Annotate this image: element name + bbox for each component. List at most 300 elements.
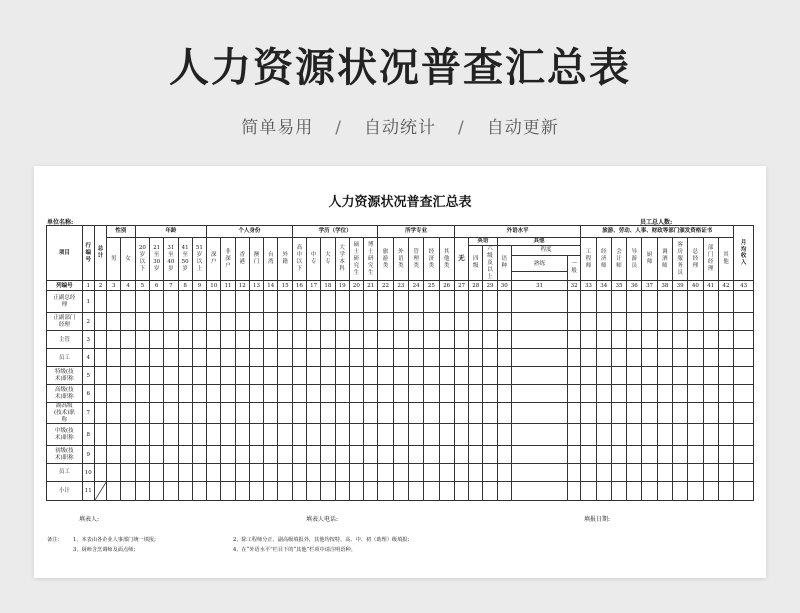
data-cell[interactable] — [596, 367, 611, 385]
data-cell[interactable] — [278, 367, 292, 385]
data-cell[interactable] — [439, 403, 454, 424]
data-cell[interactable] — [424, 349, 439, 367]
data-cell[interactable] — [221, 367, 235, 385]
data-cell[interactable] — [349, 482, 363, 501]
data-cell[interactable] — [321, 424, 335, 446]
data-cell[interactable] — [642, 464, 657, 482]
data-cell[interactable] — [349, 367, 363, 385]
data-cell[interactable] — [378, 367, 393, 385]
data-cell[interactable] — [149, 482, 163, 501]
data-cell[interactable] — [424, 446, 439, 464]
data-cell[interactable] — [264, 349, 278, 367]
data-cell[interactable] — [511, 367, 567, 385]
data-cell[interactable] — [264, 291, 278, 313]
data-cell[interactable] — [469, 424, 483, 446]
data-cell[interactable] — [335, 424, 349, 446]
data-cell[interactable] — [439, 446, 454, 464]
data-cell[interactable] — [568, 291, 581, 313]
data-cell[interactable] — [164, 482, 178, 501]
data-cell[interactable] — [627, 464, 642, 482]
data-cell[interactable] — [135, 331, 149, 349]
data-cell[interactable] — [264, 385, 278, 403]
data-cell[interactable] — [264, 331, 278, 349]
data-cell[interactable] — [292, 403, 306, 424]
data-cell[interactable] — [335, 349, 349, 367]
data-cell[interactable] — [497, 464, 511, 482]
data-cell[interactable] — [178, 313, 192, 331]
data-cell[interactable] — [121, 464, 135, 482]
data-cell[interactable] — [642, 385, 657, 403]
data-cell[interactable] — [292, 385, 306, 403]
data-cell[interactable] — [581, 482, 596, 501]
data-cell[interactable] — [135, 291, 149, 313]
data-cell[interactable] — [469, 313, 483, 331]
data-cell[interactable] — [264, 464, 278, 482]
data-cell[interactable] — [627, 446, 642, 464]
data-cell[interactable] — [483, 464, 497, 482]
data-cell[interactable] — [611, 424, 626, 446]
data-cell[interactable] — [121, 403, 135, 424]
data-cell[interactable] — [235, 291, 249, 313]
data-cell[interactable] — [657, 385, 672, 403]
data-cell[interactable] — [307, 424, 321, 446]
data-cell[interactable] — [642, 331, 657, 349]
data-cell[interactable] — [135, 385, 149, 403]
data-cell[interactable] — [408, 313, 423, 331]
data-cell[interactable] — [469, 331, 483, 349]
data-cell[interactable] — [497, 424, 511, 446]
data-cell[interactable] — [107, 446, 121, 464]
data-cell[interactable] — [611, 367, 626, 385]
data-cell[interactable] — [135, 424, 149, 446]
data-cell[interactable] — [424, 385, 439, 403]
data-cell[interactable] — [511, 385, 567, 403]
data-cell[interactable] — [292, 464, 306, 482]
data-cell[interactable] — [307, 367, 321, 385]
data-cell[interactable] — [688, 424, 703, 446]
data-cell[interactable] — [581, 349, 596, 367]
data-cell[interactable] — [688, 446, 703, 464]
data-cell[interactable] — [349, 403, 363, 424]
data-cell[interactable] — [135, 349, 149, 367]
data-cell[interactable] — [393, 331, 408, 349]
data-cell[interactable] — [192, 403, 206, 424]
data-cell[interactable] — [568, 482, 581, 501]
data-cell[interactable] — [393, 424, 408, 446]
data-cell[interactable] — [568, 331, 581, 349]
data-cell[interactable] — [164, 385, 178, 403]
data-cell[interactable] — [581, 446, 596, 464]
data-cell[interactable] — [627, 291, 642, 313]
data-cell[interactable] — [121, 385, 135, 403]
data-cell[interactable] — [149, 349, 163, 367]
data-cell[interactable] — [568, 464, 581, 482]
data-cell[interactable] — [307, 403, 321, 424]
data-cell[interactable] — [672, 403, 687, 424]
data-cell[interactable] — [249, 403, 263, 424]
data-cell[interactable] — [483, 446, 497, 464]
data-cell[interactable] — [321, 385, 335, 403]
data-cell[interactable] — [235, 349, 249, 367]
data-cell[interactable] — [264, 313, 278, 331]
data-cell[interactable] — [393, 464, 408, 482]
data-cell[interactable] — [718, 464, 733, 482]
data-cell[interactable] — [596, 464, 611, 482]
data-cell[interactable] — [364, 464, 378, 482]
data-cell[interactable] — [642, 349, 657, 367]
data-cell[interactable] — [469, 291, 483, 313]
data-cell[interactable] — [164, 349, 178, 367]
data-cell[interactable] — [703, 349, 718, 367]
data-cell[interactable] — [249, 482, 263, 501]
data-cell[interactable] — [393, 367, 408, 385]
data-cell[interactable] — [657, 367, 672, 385]
data-cell[interactable] — [192, 446, 206, 464]
data-cell[interactable] — [164, 403, 178, 424]
data-cell[interactable] — [454, 424, 468, 446]
data-cell[interactable] — [627, 367, 642, 385]
data-cell[interactable] — [292, 313, 306, 331]
data-cell[interactable] — [627, 424, 642, 446]
data-cell[interactable] — [688, 367, 703, 385]
data-cell[interactable] — [688, 464, 703, 482]
data-cell[interactable] — [734, 403, 754, 424]
data-cell[interactable] — [596, 424, 611, 446]
data-cell[interactable] — [642, 424, 657, 446]
data-cell[interactable] — [278, 313, 292, 331]
data-cell[interactable] — [121, 349, 135, 367]
data-cell[interactable] — [393, 482, 408, 501]
data-cell[interactable] — [734, 313, 754, 331]
data-cell[interactable] — [335, 482, 349, 501]
data-cell[interactable] — [454, 464, 468, 482]
data-cell[interactable] — [207, 331, 221, 349]
data-cell[interactable] — [469, 446, 483, 464]
data-cell[interactable] — [672, 291, 687, 313]
data-cell[interactable] — [672, 424, 687, 446]
data-cell[interactable] — [596, 349, 611, 367]
data-cell[interactable] — [321, 403, 335, 424]
data-cell[interactable] — [349, 424, 363, 446]
data-cell[interactable] — [164, 446, 178, 464]
data-cell[interactable] — [107, 403, 121, 424]
data-cell[interactable] — [596, 385, 611, 403]
data-cell[interactable] — [249, 385, 263, 403]
data-cell[interactable] — [672, 313, 687, 331]
data-cell[interactable] — [424, 291, 439, 313]
data-cell[interactable] — [497, 403, 511, 424]
data-cell[interactable] — [292, 331, 306, 349]
data-cell[interactable] — [364, 331, 378, 349]
data-cell[interactable] — [364, 482, 378, 501]
data-cell[interactable] — [349, 446, 363, 464]
data-cell[interactable] — [688, 385, 703, 403]
data-cell[interactable] — [349, 349, 363, 367]
data-cell[interactable] — [292, 424, 306, 446]
data-cell[interactable] — [321, 349, 335, 367]
data-cell[interactable] — [94, 446, 106, 464]
data-cell[interactable] — [235, 424, 249, 446]
data-cell[interactable] — [393, 446, 408, 464]
data-cell[interactable] — [178, 403, 192, 424]
data-cell[interactable] — [483, 349, 497, 367]
data-cell[interactable] — [483, 367, 497, 385]
data-cell[interactable] — [611, 331, 626, 349]
data-cell[interactable] — [107, 464, 121, 482]
data-cell[interactable] — [672, 349, 687, 367]
data-cell[interactable] — [378, 446, 393, 464]
data-cell[interactable] — [107, 331, 121, 349]
data-cell[interactable] — [454, 446, 468, 464]
data-cell[interactable] — [627, 313, 642, 331]
data-cell[interactable] — [307, 313, 321, 331]
data-cell[interactable] — [483, 424, 497, 446]
data-cell[interactable] — [497, 349, 511, 367]
data-cell[interactable] — [734, 367, 754, 385]
data-cell[interactable] — [235, 385, 249, 403]
data-cell[interactable] — [107, 385, 121, 403]
data-cell[interactable] — [364, 349, 378, 367]
data-cell[interactable] — [454, 367, 468, 385]
data-cell[interactable] — [321, 291, 335, 313]
data-cell[interactable] — [718, 313, 733, 331]
data-cell[interactable] — [511, 482, 567, 501]
data-cell[interactable] — [178, 446, 192, 464]
data-cell[interactable] — [307, 385, 321, 403]
data-cell[interactable] — [264, 367, 278, 385]
data-cell[interactable] — [307, 446, 321, 464]
data-cell[interactable] — [178, 291, 192, 313]
data-cell[interactable] — [192, 464, 206, 482]
data-cell[interactable] — [192, 367, 206, 385]
data-cell[interactable] — [94, 331, 106, 349]
data-cell[interactable] — [568, 446, 581, 464]
data-cell[interactable] — [221, 482, 235, 501]
data-cell[interactable] — [627, 385, 642, 403]
data-cell[interactable] — [497, 331, 511, 349]
data-cell[interactable] — [483, 313, 497, 331]
data-cell[interactable] — [364, 403, 378, 424]
data-cell[interactable] — [278, 424, 292, 446]
data-cell[interactable] — [627, 482, 642, 501]
data-cell[interactable] — [278, 446, 292, 464]
data-cell[interactable] — [469, 403, 483, 424]
data-cell[interactable] — [321, 446, 335, 464]
data-cell[interactable] — [364, 385, 378, 403]
data-cell[interactable] — [581, 385, 596, 403]
data-cell[interactable] — [235, 331, 249, 349]
data-cell[interactable] — [278, 349, 292, 367]
data-cell[interactable] — [249, 424, 263, 446]
data-cell[interactable] — [178, 367, 192, 385]
data-cell[interactable] — [703, 446, 718, 464]
data-cell[interactable] — [497, 367, 511, 385]
data-cell[interactable] — [164, 464, 178, 482]
data-cell[interactable] — [439, 385, 454, 403]
data-cell[interactable] — [349, 291, 363, 313]
data-cell[interactable] — [207, 482, 221, 501]
data-cell[interactable] — [497, 291, 511, 313]
data-cell[interactable] — [611, 313, 626, 331]
data-cell[interactable] — [596, 403, 611, 424]
data-cell[interactable] — [734, 331, 754, 349]
data-cell[interactable] — [454, 331, 468, 349]
data-cell[interactable] — [94, 367, 106, 385]
data-cell[interactable] — [408, 424, 423, 446]
data-cell[interactable] — [408, 446, 423, 464]
data-cell[interactable] — [221, 403, 235, 424]
data-cell[interactable] — [349, 313, 363, 331]
data-cell[interactable] — [292, 482, 306, 501]
data-cell[interactable] — [703, 403, 718, 424]
data-cell[interactable] — [497, 313, 511, 331]
data-cell[interactable] — [581, 424, 596, 446]
data-cell[interactable] — [408, 403, 423, 424]
data-cell[interactable] — [335, 385, 349, 403]
data-cell[interactable] — [307, 349, 321, 367]
data-cell[interactable] — [424, 313, 439, 331]
data-cell[interactable] — [335, 291, 349, 313]
data-cell[interactable] — [178, 331, 192, 349]
data-cell[interactable] — [672, 446, 687, 464]
data-cell[interactable] — [718, 385, 733, 403]
data-cell[interactable] — [264, 424, 278, 446]
data-cell[interactable] — [135, 464, 149, 482]
data-cell[interactable] — [703, 464, 718, 482]
data-cell[interactable] — [149, 464, 163, 482]
data-cell[interactable] — [107, 367, 121, 385]
data-cell[interactable] — [581, 403, 596, 424]
data-cell[interactable] — [581, 464, 596, 482]
data-cell[interactable] — [393, 313, 408, 331]
data-cell[interactable] — [718, 446, 733, 464]
data-cell[interactable] — [107, 424, 121, 446]
data-cell[interactable] — [221, 349, 235, 367]
data-cell[interactable] — [454, 291, 468, 313]
data-cell[interactable] — [207, 313, 221, 331]
data-cell[interactable] — [178, 349, 192, 367]
data-cell[interactable] — [178, 424, 192, 446]
data-cell[interactable] — [278, 385, 292, 403]
data-cell[interactable] — [321, 331, 335, 349]
data-cell[interactable] — [672, 482, 687, 501]
data-cell[interactable] — [497, 385, 511, 403]
data-cell[interactable] — [657, 331, 672, 349]
data-cell[interactable] — [688, 331, 703, 349]
data-cell[interactable] — [278, 464, 292, 482]
data-cell[interactable] — [511, 313, 567, 331]
data-cell[interactable] — [178, 385, 192, 403]
data-cell[interactable] — [164, 367, 178, 385]
data-cell[interactable] — [642, 446, 657, 464]
data-cell[interactable] — [364, 367, 378, 385]
data-cell[interactable] — [424, 367, 439, 385]
data-cell[interactable] — [235, 482, 249, 501]
data-cell[interactable] — [424, 403, 439, 424]
data-cell[interactable] — [121, 291, 135, 313]
data-cell[interactable] — [734, 482, 754, 501]
data-cell[interactable] — [439, 424, 454, 446]
data-cell[interactable] — [424, 464, 439, 482]
data-cell[interactable] — [703, 424, 718, 446]
data-cell[interactable] — [688, 291, 703, 313]
data-cell[interactable] — [378, 482, 393, 501]
data-cell[interactable] — [497, 482, 511, 501]
data-cell[interactable] — [568, 367, 581, 385]
data-cell[interactable] — [439, 367, 454, 385]
data-cell[interactable] — [149, 446, 163, 464]
data-cell[interactable] — [439, 349, 454, 367]
data-cell[interactable] — [718, 403, 733, 424]
data-cell[interactable] — [207, 424, 221, 446]
data-cell[interactable] — [321, 482, 335, 501]
data-cell[interactable] — [511, 331, 567, 349]
data-cell[interactable] — [235, 403, 249, 424]
data-cell[interactable] — [703, 313, 718, 331]
data-cell[interactable] — [454, 403, 468, 424]
data-cell[interactable] — [568, 424, 581, 446]
data-cell[interactable] — [221, 424, 235, 446]
data-cell[interactable] — [307, 482, 321, 501]
data-cell[interactable] — [469, 464, 483, 482]
data-cell[interactable] — [149, 313, 163, 331]
data-cell[interactable] — [657, 446, 672, 464]
data-cell[interactable] — [94, 424, 106, 446]
data-cell[interactable] — [568, 403, 581, 424]
data-cell[interactable] — [454, 482, 468, 501]
data-cell[interactable] — [349, 331, 363, 349]
data-cell[interactable] — [164, 313, 178, 331]
data-cell[interactable] — [378, 464, 393, 482]
data-cell[interactable] — [611, 464, 626, 482]
data-cell[interactable] — [734, 424, 754, 446]
data-cell[interactable] — [718, 331, 733, 349]
data-cell[interactable] — [249, 367, 263, 385]
data-cell[interactable] — [221, 446, 235, 464]
data-cell[interactable] — [264, 403, 278, 424]
data-cell[interactable] — [149, 424, 163, 446]
data-cell[interactable] — [627, 349, 642, 367]
data-cell[interactable] — [408, 367, 423, 385]
data-cell[interactable] — [364, 313, 378, 331]
data-cell[interactable] — [611, 385, 626, 403]
data-cell[interactable] — [221, 291, 235, 313]
data-cell[interactable] — [581, 367, 596, 385]
data-cell[interactable] — [408, 385, 423, 403]
data-cell[interactable] — [235, 446, 249, 464]
data-cell[interactable] — [107, 482, 121, 501]
data-cell[interactable] — [511, 464, 567, 482]
data-cell[interactable] — [627, 403, 642, 424]
data-cell[interactable] — [135, 403, 149, 424]
data-cell[interactable] — [642, 482, 657, 501]
data-cell[interactable] — [469, 349, 483, 367]
data-cell[interactable] — [94, 403, 106, 424]
data-cell[interactable] — [581, 291, 596, 313]
data-cell[interactable] — [657, 403, 672, 424]
data-cell[interactable] — [207, 446, 221, 464]
data-cell[interactable] — [321, 313, 335, 331]
data-cell[interactable] — [264, 446, 278, 464]
data-cell[interactable] — [235, 367, 249, 385]
data-cell[interactable] — [307, 331, 321, 349]
data-cell[interactable] — [335, 331, 349, 349]
data-cell[interactable] — [192, 291, 206, 313]
data-cell[interactable] — [511, 291, 567, 313]
data-cell[interactable] — [393, 403, 408, 424]
data-cell[interactable] — [483, 331, 497, 349]
data-cell[interactable] — [454, 313, 468, 331]
